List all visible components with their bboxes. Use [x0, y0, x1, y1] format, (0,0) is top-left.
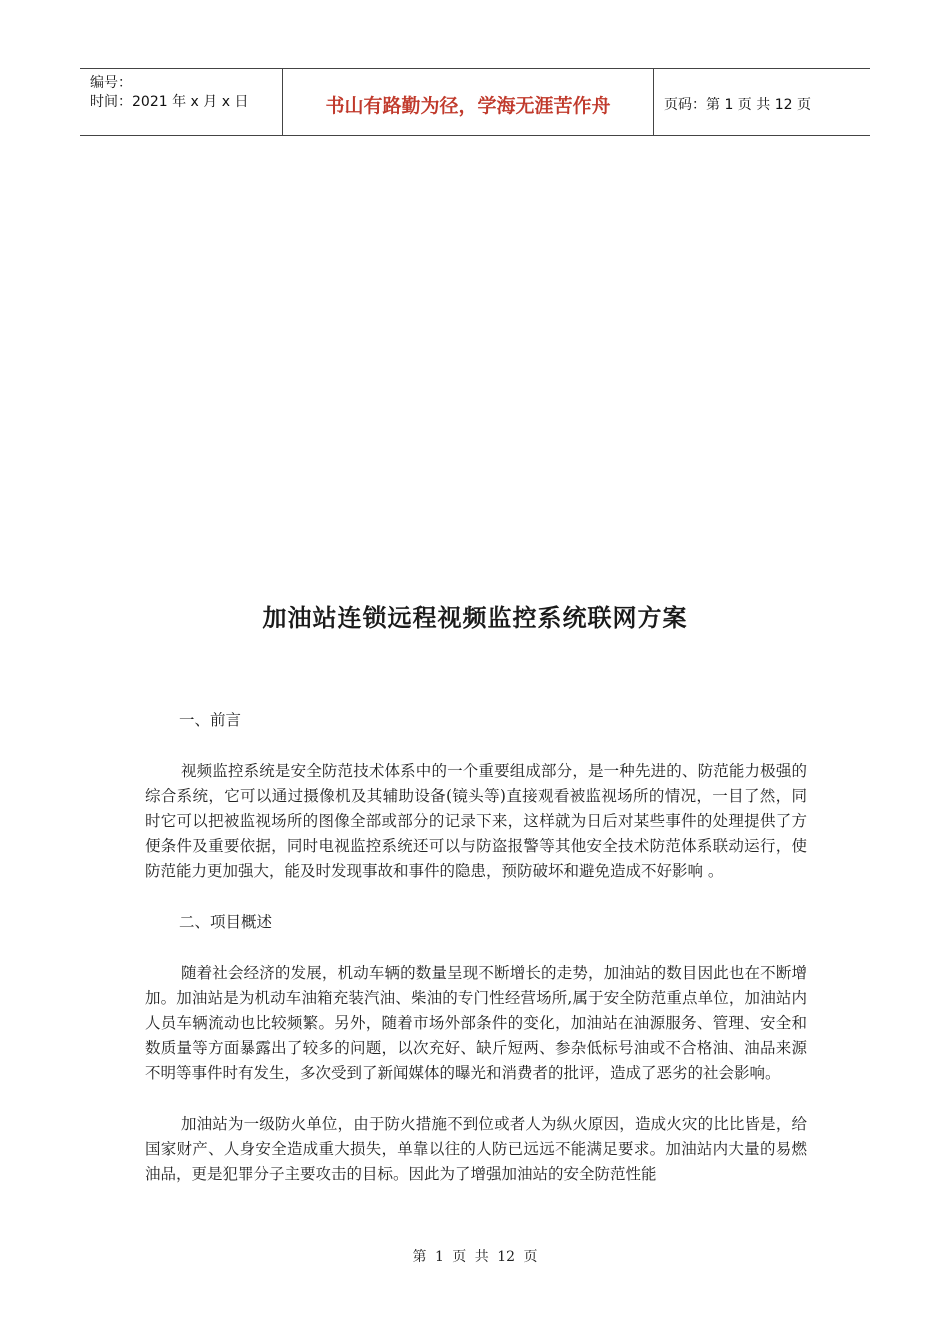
page-footer: 第 1 页 共 12 页 [412, 1249, 538, 1265]
page-header [80, 68, 870, 136]
header-page-info: 页码：第 1 页 共 12 页 [664, 97, 811, 113]
document-number-label: 编号： [90, 75, 132, 91]
paragraph-preface-1: 视频监控系统是安全防范技术体系中的一个重要组成部分，是一种先进的、防范能力极强的综合系统，它可以通过摄像机及其辅助设备(镜头等)直接观看被监视场所的情况，一目了然，同时它可以把被监视场所的图像全部或部分的记录下来，这样就为日后对某些事件的处理提供了方便条件及重要依据，同时电视监控系统还可以与防盗报警等其他安全技术防范体系联动运行，使防范能力更加强大，能及时发现事故和事件的隐患，预防破坏和避免造成不好影响 。 [145, 762, 807, 880]
document-title: 加油站连锁远程视频监控系统联网方案 [262, 604, 688, 632]
paragraph-overview-2: 加油站为一级防火单位，由于防火措施不到位或者人为纵火原因，造成火灾的比比皆是，给国家财产、人身安全造成重大损失，单靠以往的人防已远远不能满足要求。加油站内大量的易燃油品，更是犯罪分子主要攻击的目标。因此为了增强加油站的安全防范性能 [145, 1115, 807, 1183]
header-meta [80, 69, 282, 135]
header-motto: 书山有路勤为径，学海无涯苦作舟 [282, 69, 654, 135]
section-heading-preface: 一、前言 [179, 711, 242, 729]
paragraph-overview-1: 随着社会经济的发展，机动车辆的数量呈现不断增长的走势，加油站的数目因此也在不断增加。加油站是为机动车油箱充装汽油、柴油的专门性经营场所,属于安全防范重点单位，加油站内人员车辆流动也比较频繁。另外，随着市场外部条件的变化，加油站在油源服务、管理、安全和数质量等方面暴露出了较多的问题，以次充好、缺斤短两、参杂低标号油或不合格油、油品来源不明等事件时有发生，多次受到了新闻媒体的曝光和消费者的批评，造成了恶劣的社会影响。 [145, 964, 807, 1082]
document-date-label: 时间：2021 年 x 月 x 日 [90, 94, 249, 110]
document-body [145, 708, 807, 1187]
section-heading-overview: 二、项目概述 [179, 913, 273, 931]
